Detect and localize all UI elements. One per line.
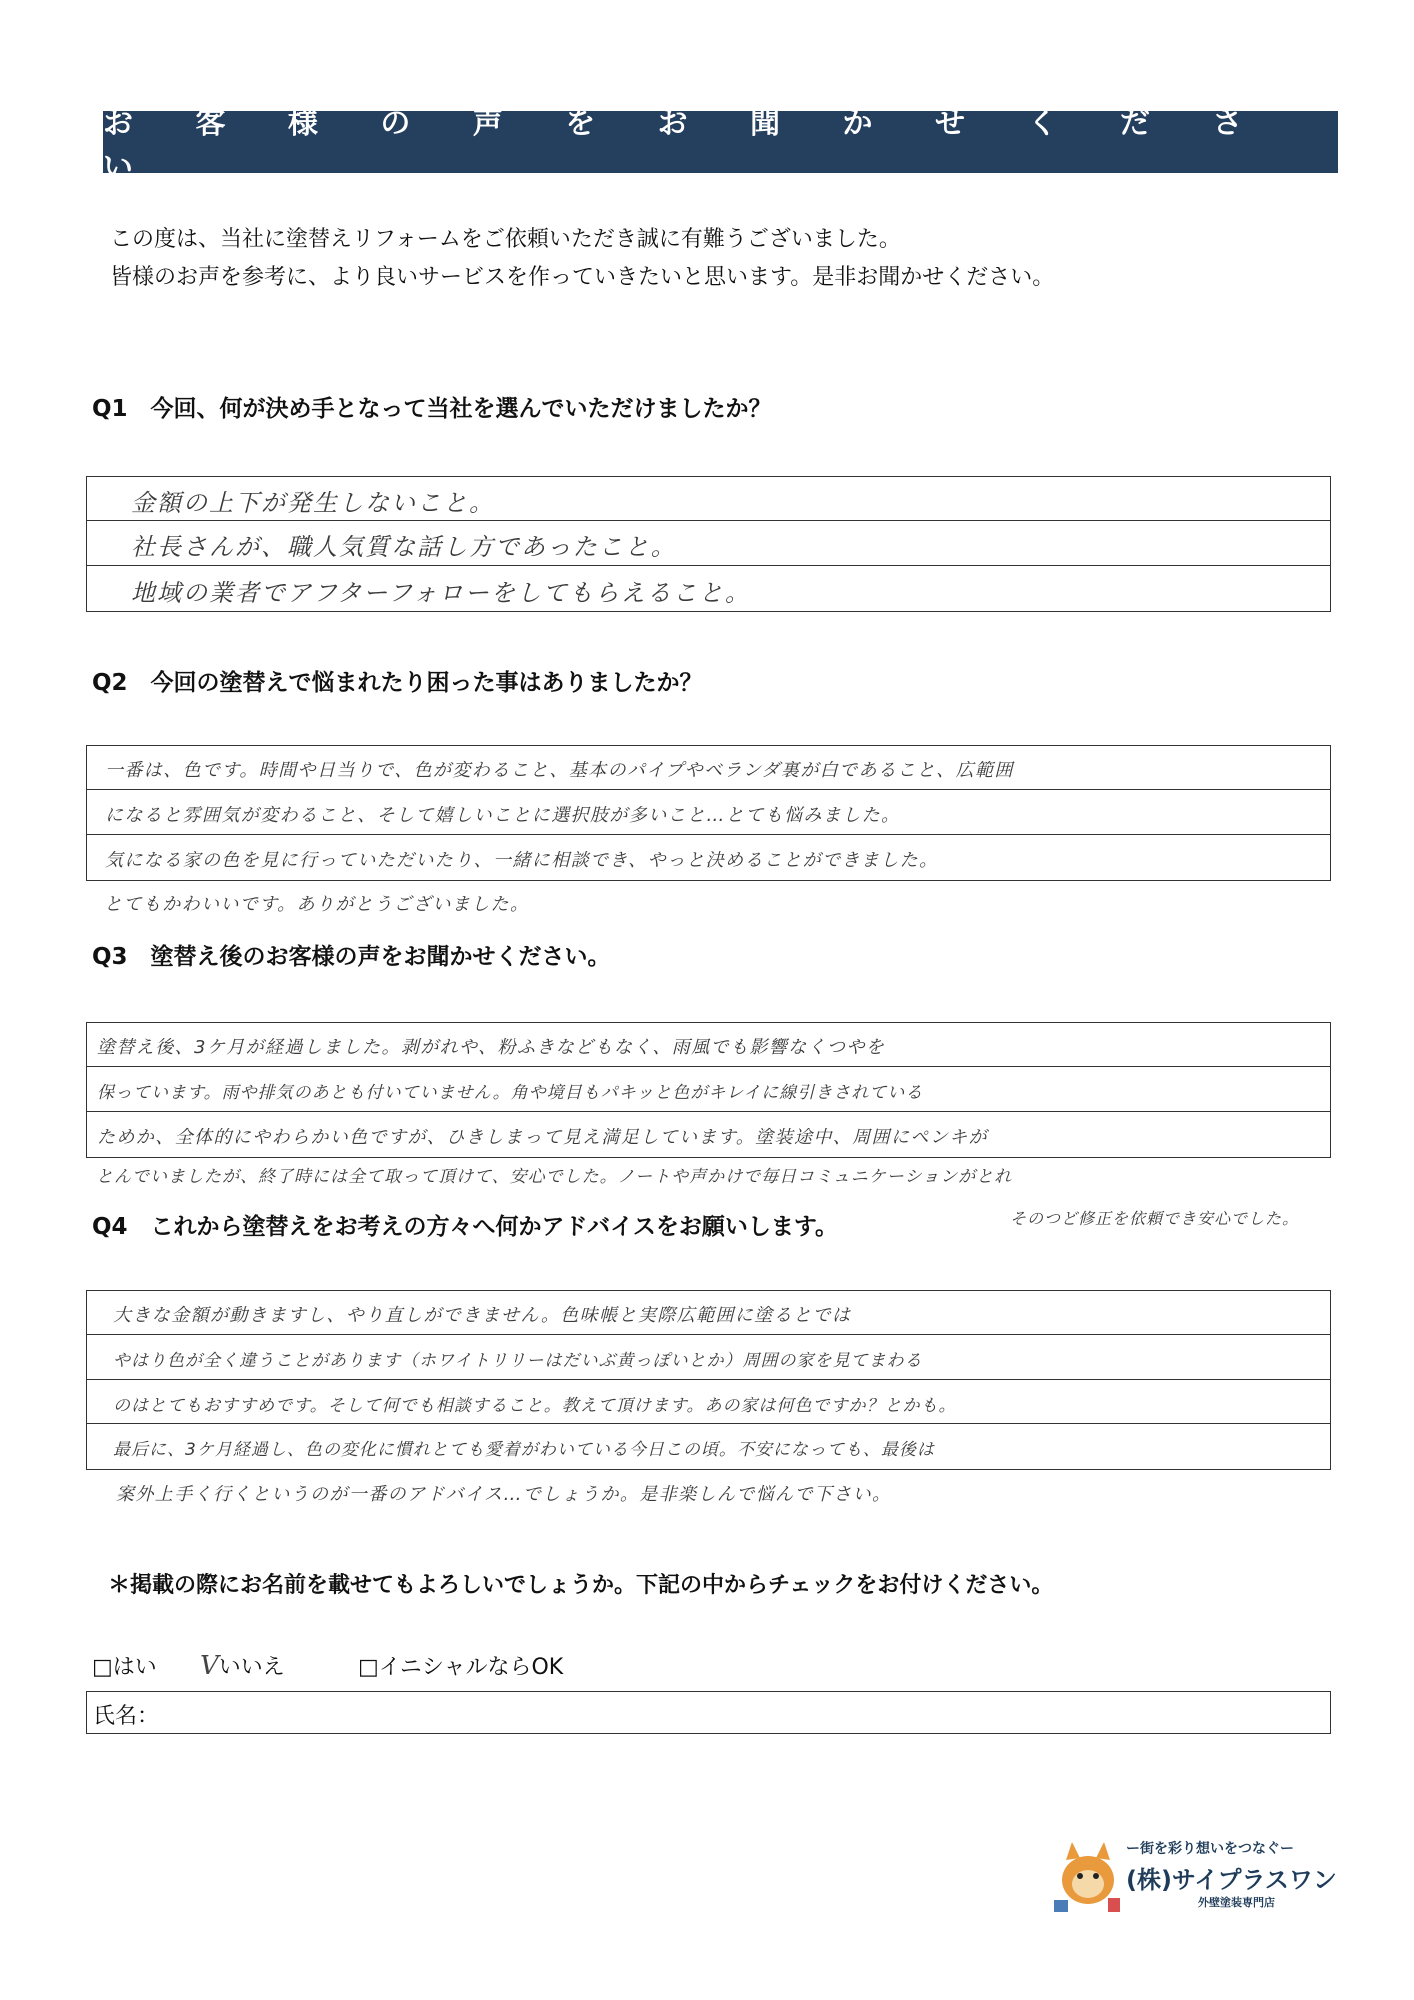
- handwritten-answer: ためか、全体的にやわらかい色ですが、ひきしまって見え満足しています。塗装途中、周囲にペンキが: [97, 1127, 988, 1148]
- option-no[interactable]: [200, 1650, 285, 1681]
- ruled-line: [87, 1379, 1330, 1380]
- ruled-line: [87, 1066, 1330, 1067]
- checkmark-icon: V: [200, 1651, 219, 1681]
- handwritten-answer: やはり色が全く違うことがあります（ホワイトリリーはだいぶ黄っぽいとか）周囲の家を見てまわる: [113, 1351, 923, 1371]
- handwritten-answer: 金額の上下が発生しないこと。: [131, 489, 495, 517]
- publish-note: ＊掲載の際にお名前を載せてもよろしいでしょうか。下記の中からチェックをお付けください。: [108, 1573, 1054, 1598]
- logo-subtitle: 外壁塗装専門店: [1198, 1896, 1275, 1909]
- ruled-line: [87, 1334, 1330, 1335]
- logo-company: (株)サイプラスワン: [1126, 1866, 1337, 1894]
- handwritten-answer: 気になる家の色を見に行っていただいたり、一緒に相談でき、やっと決めることができました。: [105, 850, 939, 871]
- name-field[interactable]: [86, 1691, 1331, 1734]
- company-logo: [1048, 1830, 1338, 1920]
- handwritten-answer: 大きな金額が動きますし、やり直しができません。色味帳と実際広範囲に塗るとでは: [113, 1305, 852, 1326]
- page-title: お 客 様 の 声 を お 聞 か せ く だ さ い: [103, 106, 1269, 185]
- question-4: Q4 これから塗替えをお考えの方々へ何かアドバイスをお願いします。: [92, 1214, 839, 1240]
- ruled-line: [87, 520, 1330, 521]
- answer-box-1: [86, 476, 1331, 612]
- ruled-line: [87, 1423, 1330, 1424]
- option-yes[interactable]: □はい: [92, 1655, 157, 1680]
- ruled-line: [87, 789, 1330, 790]
- answer-box-4: [86, 1290, 1331, 1470]
- handwritten-answer: 案外上手く行くというのが一番のアドバイス…でしょうか。是非楽しんで悩んで下さい。: [116, 1484, 892, 1505]
- ruled-line: [87, 834, 1330, 835]
- handwritten-answer: になると雰囲気が変わること、そして嬉しいことに選択肢が多いこと…とても悩みました。: [105, 805, 901, 826]
- handwritten-answer: とんでいましたが、終了時には全て取って頂けて、安心でした。ノートや声かけで毎日コミュニケーションがとれ: [96, 1167, 1013, 1187]
- answer-box-3: [86, 1022, 1331, 1158]
- handwritten-answer: 地域の業者でアフターフォローをしてもらえること。: [131, 579, 751, 607]
- question-3: Q3 塗替え後のお客様の声をお聞かせください。: [92, 944, 611, 970]
- logo-tagline: ー街を彩り想いをつなぐー: [1126, 1841, 1294, 1857]
- handwritten-answer: 一番は、色です。時間や日当りで、色が変わること、基本のパイプやベランダ裏が白であること、広範囲: [105, 760, 1014, 781]
- handwritten-answer: そのつど修正を依頼でき安心でした。: [1010, 1209, 1300, 1228]
- ruled-line: [87, 565, 1330, 566]
- question-1: Q1 今回、何が決め手となって当社を選んでいただけましたか？: [92, 396, 772, 422]
- name-label: 氏名：: [93, 1704, 160, 1729]
- title-banner: [103, 106, 1338, 185]
- handwritten-answer: とてもかわいいです。ありがとうございました。: [104, 894, 530, 915]
- intro-line-2: 皆様のお声を参考に、より良いサービスを作っていきたいと思います。是非お聞かせください。: [110, 265, 1055, 290]
- answer-box-2: [86, 745, 1331, 881]
- handwritten-answer: 保っています。雨や排気のあとも付いていません。角や境目もパキッと色がキレイに線引きされている: [97, 1083, 924, 1103]
- handwritten-answer: のはとてもおすすめです。そして何でも相談すること。教えて頂けます。あの家は何色ですか？とかも。: [113, 1396, 957, 1416]
- handwritten-answer: 最后に、3ケ月経過し、色の変化に慣れとても愛着がわいている今日この頃。不安になっても、最後は: [113, 1440, 935, 1460]
- question-2: Q2 今回の塗替えで悩まれたり困った事はありましたか？: [92, 670, 703, 696]
- option-no-label: いいえ: [218, 1655, 285, 1680]
- ruled-line: [87, 1111, 1330, 1112]
- mascot-icon: [1048, 1830, 1128, 1920]
- option-initials[interactable]: □イニシャルならOK: [358, 1655, 564, 1680]
- handwritten-answer: 塗替え後、3ケ月が経過しました。剥がれや、粉ふきなどもなく、雨風でも影響なくつやを: [97, 1037, 886, 1058]
- intro-line-1: この度は、当社に塗替えリフォームをご依頼いただき誠に有難うございました。: [110, 227, 901, 252]
- handwritten-answer: 社長さんが、職人気質な話し方であったこと。: [131, 533, 677, 561]
